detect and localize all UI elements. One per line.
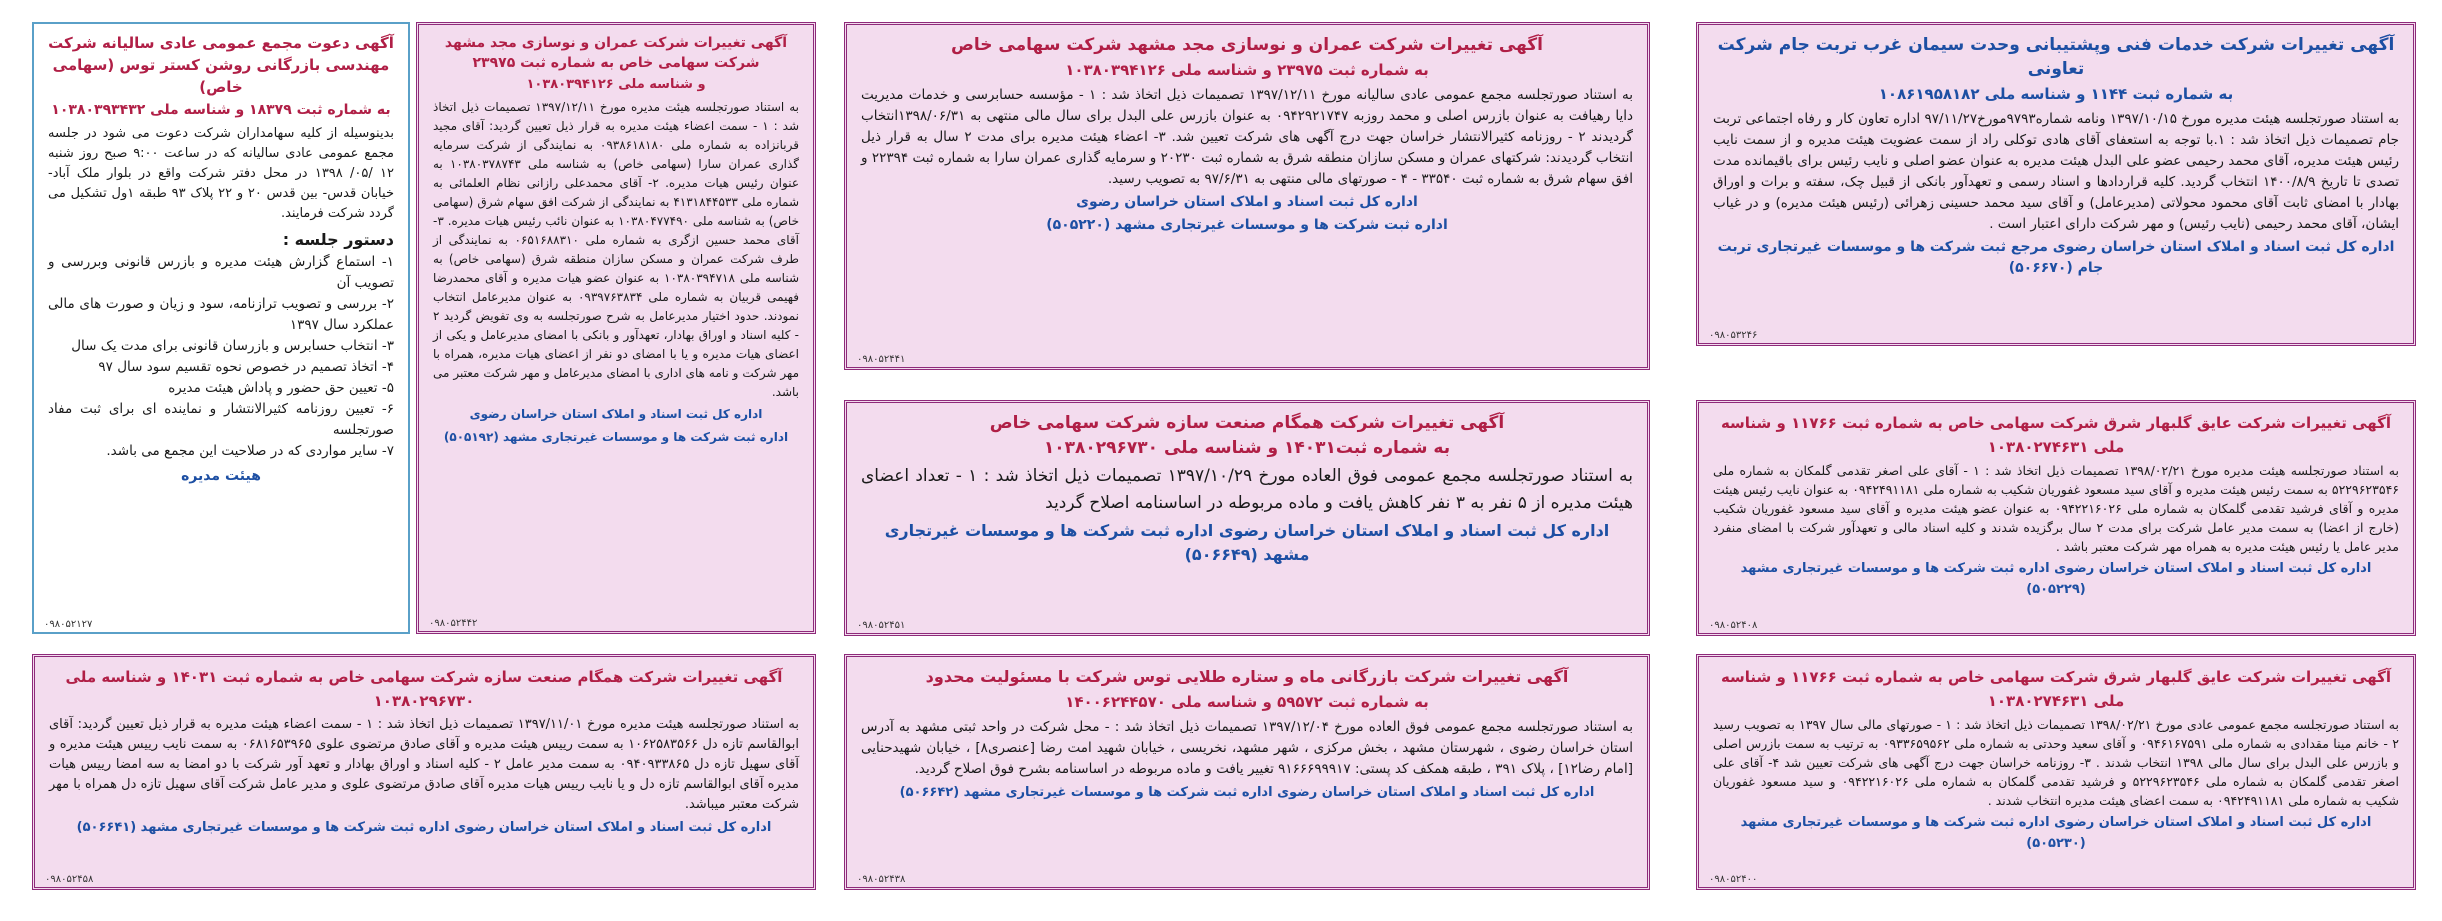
agenda-item: ۴- اتخاذ تصمیم در خصوص نحوه تقسیم سود سال ۹۷ — [98, 359, 394, 375]
notice-code: ۰۹۸۰۵۲۴۴۱ — [857, 354, 906, 365]
notice-code: ۰۹۸۰۵۲۴۵۸ — [45, 874, 94, 885]
agenda-item: ۶- تعیین روزنامه کثیرالانتشار و نماینده ای برای ثبت مفاد صورتجلسه — [48, 401, 394, 438]
notice-ayegh-golbahar-board — [1696, 400, 2416, 636]
notice-footer: اداره کل ثبت اسناد و املاک استان خراسان رضوی مرجع ثبت شرکت ها و موسسات غیرتجاری تربت جام (۵۰۶۶۷۰) — [1717, 239, 2395, 276]
notice-code: ۰۹۸۰۵۲۴۵۱ — [857, 620, 906, 631]
notice-footer: اداره کل ثبت اسناد و املاک استان خراسان رضوی اداره ثبت شرکت ها و موسسات غیرتجاری مشهد (۵۰۵۲۲۹) — [1740, 561, 2372, 597]
notice-code: ۰۹۸۰۵۲۱۲۷ — [44, 619, 93, 630]
agenda-item: ۵- تعیین حق حضور و پاداش هیئت مدیره — [168, 380, 394, 396]
agenda-item: ۷- سایر مواردی که در صلاحیت این مجمع می باشد. — [106, 443, 394, 459]
notice-title: آگهی تغییرات شرکت عمران و نوسازی مجد مشهد شرکت سهامی خاص به شماره ثبت ۲۳۹۷۵ — [444, 35, 788, 71]
notice-footer: اداره کل ثبت اسناد و املاک استان خراسان رضوی اداره ثبت شرکت ها و موسسات غیرتجاری مشهد (۵۰۶۶۴۲) — [899, 785, 1595, 800]
notice-subtitle: به شماره ثبت ۵۹۵۷۲ و شناسه ملی ۱۴۰۰۶۲۴۴۵۷۰ — [1065, 693, 1429, 711]
notice-title: آگهی تغییرات شرکت عمران و نوسازی مجد مشهد شرکت سهامی خاص — [950, 35, 1544, 55]
notice-footer: اداره کل ثبت اسناد و املاک استان خراسان رضوی اداره ثبت شرکت ها و موسسات غیرتجاری مشهد (۵۰۵۲۳۰) — [1740, 815, 2372, 851]
notice-body: به استناد صورتجلسه هیئت مدیره مورخ ۱۳۹۷/۱۲/۱۱ تصمیمات ذیل اتخاذ شد : ۱ - سمت اعضاء هیئت مدیره به قرار ذیل تعیین گردید: آقای مجید قربانزاده به شماره ملی ۰۹۳۸۶۱۸۱۸۰ به نمایندگی از شرکت سرمایه گذاری عمران سارا (سهامی خاص) به شناسه ملی ۱۰۳۸۰۳۷۸۷۴۳ به عنوان رئیس هیات مدیره. ۲- آقای محمدعلی رازانی نظام العلمائی به شماره ملی ۴۱۳۱۸۴۴۵۳۳ به نمایندگی از شرکت افق سهام شرق (سهامی خاص) به شناسه ملی ۱۰۳۸۰۴۷۷۴۹۰ به عنوان نائب رئیس هیات مدیره. ۳- آقای محمد حسین ازگری به شماره ملی ۰۶۵۱۶۸۸۳۱۰ به نمایندگی از طرف شرکت عمران و مسکن سازان منطقه شرق (سهامی خاص) به شناسه ملی ۱۰۳۸۰۳۹۴۷۱۸ به عنوان عضو هیات مدیره و آقای محمدرضا فهیمی قربیان به شماره ملی ۰۹۳۹۷۶۳۸۳۴ به عنوان مدیرعامل انتخاب نمودند. حدود اختیار مدیرعامل به شرح صورتجلسه به وی تفویض گردید ۲ - کلیه اسناد و اوراق بهادار، تعهدآور و بانکی با امضای مدیرعامل و یکی از اعضای هیات مدیره و یا با امضای دو نفر از اعضای هیات مدیره، همراه با مهر شرکت و نامه های اداری با امضای مدیرعامل و مهر شرکت معتبر می باشد. — [433, 100, 800, 399]
notice-code: ۰۹۸۰۵۲۴۰۰ — [1709, 874, 1758, 885]
notice-majd-mashhad-board — [416, 22, 816, 634]
notice-body: به استناد صورتجلسه مجمع عمومی فوق العاده مورخ ۱۳۹۷/۱۲/۰۴ تصمیمات ذیل اتخاذ شد : - محل شرکت در واحد ثبتی مشهد به آدرس استان خراسان رضوی ، شهرستان مشهد ، بخش مرکزی ، شهر مشهد، نخریسی ، خیابان شهید امت رضا [عنصری۸] ، خیابان شهیدحنایی [امام رضا۱۲] ، پلاک ۳۹۱ ، طبقه همکف کد پستی: ۹۱۶۶۶۹۹۹۱۷ تغییر یافت و ماده مربوطه در اساسنامه بشرح فوق اصلاح گردید. — [861, 719, 1634, 777]
agenda-title: دستور جلسه : — [282, 230, 394, 249]
notice-subtitle: به شماره ثبت ۱۱۴۴ و شناسه ملی ۱۰۸۶۱۹۵۸۱۸۲ — [1878, 85, 2234, 103]
notice-body: به استناد صورتجلسه هیئت مدیره مورخ ۱۳۹۸/۰۲/۲۱ تصمیمات ذیل اتخاذ شد : ۱ - آقای علی اصغر تقدمی گلمکان به شماره ملی ۵۲۲۹۶۲۳۵۴۶ به سمت رئیس هیئت مدیره و آقای سید مسعود غفوریان شکیب به شماره ملی ۰۹۴۲۴۹۱۱۸۱ به عنوان نایب رئیس هیئت مدیره و آقای فرشید تقدمی گلمکان به شماره ملی ۰۹۴۲۲۱۶۰۲۶ به عنوان عضو هیئت مدیره و آقای سید مسعود غفوریان شکیب (خارج از اعضا) به سمت مدیر عامل شرکت برای مدت ۲ سال برگزیده شدند و کلیه اسناد مالی و تعهدآور شرکت با امضای منفرد مدیر عامل یا رئیس هیئت مدیره به همراه مهر شرکت معتبر باشد . — [1713, 463, 2400, 554]
agenda-item: ۱- استماع گزارش هیئت مدیره و بازرس قانونی وبررسی و تصویب آن — [48, 254, 394, 291]
notice-hamgam-sanat-board — [32, 654, 816, 890]
agenda-list — [48, 252, 394, 462]
notice-hamgam-sanat-assembly — [844, 400, 1650, 636]
notice-footer-2: اداره ثبت شرکت ها و موسسات غیرتجاری مشهد (۵۰۵۱۹۲) — [443, 430, 789, 444]
notice-body: به استناد صورتجلسه مجمع عمومی فوق العاده مورخ ۱۳۹۷/۱۰/۲۹ تصمیمات ذیل اتخاذ شد : ۱ - تعداد اعضای هیئت مدیره از ۵ نفر به ۳ نفر کاهش یافت و ماده مربوطه در اساسنامه اصلاح گردید — [861, 466, 1633, 513]
notice-code: ۰۹۸۰۵۲۴۴۲ — [429, 618, 478, 629]
board-signature: هیئت مدیره — [181, 468, 261, 484]
notice-body: به استناد صورتجلسه مجمع عمومی عادی سالیانه مورخ ۱۳۹۷/۱۲/۱۱ تصمیمات ذیل اتخاذ شد : ۱ - مؤسسه حسابرسی و خدمات مدیریت دایا رهیافت به عنوان بازرس اصلی و محمد روزبه ۰۹۴۲۹۲۱۷۴۷ به عنوان بازرس علی البدل برای سال مالی منتهی به ۱۳۹۸/۰۶/۳۱انتخاب گردیدند ۲ - روزنامه کثیرالانتشار خراسان جهت درج آگهی های شرکت تعیین شد. ۳- اعضاء هیئت مدیره برای مدت ۲ سال به قرار ذیل انتخاب گردیدند: شرکتهای عمران و مسکن سازان منطقه شرق به شماره ثبت ۲۰۲۳۰ و سرمایه گذاری عمران سارا به شماره ثبت ۲۲۳۹۴ و افق سهام شرق به شماره ثبت ۳۳۵۴۰ - ۴ - صورتهای مالی منتهی به ۹۷/۶/۳۱ به تصویب رسید. — [861, 87, 1634, 187]
notice-subtitle: به شماره ثبت ۱۸۳۷۹ و شناسه ملی ۱۰۳۸۰۳۹۳۴۳۲ — [51, 102, 391, 118]
notice-ayegh-golbahar-assembly — [1696, 654, 2416, 890]
notice-title: آگهی تغییرات شرکت خدمات فنی وپشتیبانی وحدت سیمان غرب تربت جام شرکت تعاونی — [1717, 35, 2395, 79]
invitation-body: بدینوسیله از کلیه سهامداران شرکت دعوت می شود در جلسه مجمع عمومی عادی سالیانه که در ساعت ۹:۰۰ صبح روز شنبه ۱۲ /۰۵/ ۱۳۹۸ در محل دفتر شرکت واقع در بلوار ملک آباد- خیابان قدس- بین قدس ۲۰ و ۲۲ پلاک ۹۳ طبقه ۱ول تشکیل می گردد شرکت فرمایند. — [48, 126, 394, 221]
notice-code: ۰۹۸۰۵۲۴۰۸ — [1709, 620, 1758, 631]
notice-footer-1: اداره کل ثبت اسناد و املاک استان خراسان رضوی — [1076, 194, 1418, 210]
notice-title: آگهی تغییرات شرکت همگام صنعت سازه شرکت سهامی خاص به شماره ثبت ۱۴۰۳۱ و شناسه ملی ۱۰۳۸۰۲۹۶۷۳۰ — [65, 668, 783, 710]
agenda-item: ۳- انتخاب حسابرس و بازرسان قانونی برای مدت یک سال — [71, 338, 394, 354]
notice-footer: اداره کل ثبت اسناد و املاک استان خراسان رضوی اداره ثبت شرکت ها و موسسات غیرتجاری مشهد (۵۰۶۶۴۱) — [76, 820, 772, 835]
notice-title: آگهی تغییرات شرکت همگام صنعت سازه شرکت سهامی خاص — [989, 413, 1505, 433]
notice-vahdat-siman — [1696, 22, 2416, 346]
notice-mah-setareh-address — [844, 654, 1650, 890]
notice-code: ۰۹۸۰۵۳۲۴۶ — [1709, 330, 1758, 341]
notice-title: آگهی تغییرات شرکت عایق گلبهار شرق شرکت سهامی خاص به شماره ثبت ۱۱۷۶۶ و شناسه ملی ۱۰۳۸۰۲۷۴۶۳۱ — [1720, 414, 2392, 456]
notice-body: به استناد صورتجلسه هیئت مدیره مورخ ۱۳۹۷/۱۱/۰۱ تصمیمات ذیل اتخاذ شد : ۱ - سمت اعضاء هیئت مدیره به قرار ذیل تعیین گردید: آقای ابوالقاسم تازه دل ۱۰۶۲۵۸۳۵۶۶ به سمت رییس هیئت مدیره و آقای صادق مرتضوی علوی ۰۶۸۱۶۵۳۹۶۵ به سمت نایب رییس هیئت مدیره و آقای سهیل تازه دل ۰۹۴۰۹۳۳۸۶۵ به سمت مدیر عامل ۲ - کلیه اسناد و اوراق بهادار و تعهد آور شرکت با دو امضا به سه امضا رییس هیات مدیره آقای ابوالقاسم تازه دل و یا نایب رییس هیات مدیره آقای صادق مرتضوی علوی و مدیر عامل شرکت آقای سهیل تازه دل همراه با مهر شرکت معتبر میباشد. — [49, 717, 800, 812]
notice-body: به استناد صورتجلسه مجمع عمومی عادی مورخ ۱۳۹۸/۰۲/۲۱ تصمیمات ذیل اتخاذ شد : ۱ - صورتهای مالی سال ۱۳۹۷ به تصویب رسید ۲ - خانم مینا مقدادی به شماره ملی ۰۹۴۶۱۶۷۵۹۱ و آقای سعید وحدتی به شماره ملی ۰۹۳۳۶۵۹۵۶۲ به ترتیب به سمت بازرس اصلی و بازرس علی البدل برای سال مالی ۱۳۹۸ انتخاب شدند . ۳- روزنامه خراسان جهت درج آگهی های شرکت تعیین شد ۴- آقای علی اصغر تقدمی گلمکان به شماره ملی ۵۲۲۹۶۲۳۵۴۶ و فرشید تقدمی گلمکان به شماره ملی ۰۹۴۲۲۱۶۰۲۶ و سید مسعود غفوریان شکیب به شماره ملی ۰۹۴۲۴۹۱۱۸۱ به سمت اعضای هیئت مدیره انتخاب شدند . — [1713, 717, 2400, 808]
notice-title: آگهی تغییرات شرکت بازرگانی ماه و ستاره طلایی توس شرکت با مسئولیت محدود — [925, 667, 1569, 686]
notice-body: به استناد صورتجلسه هیئت مدیره مورخ ۱۳۹۷/۱۰/۱۵ ونامه شماره۹۷۹۳مورخ۹۷/۱۱/۲۷ اداره تعاون کار و رفاه اجتماعی تربت جام تصمیمات ذیل اتخاذ شد : ۱.با توجه به استعفای آقای هادی توکلی راد از سمت عضویت هیئت مدیره و از سمت نایب رئیس هیئت مدیره، آقای محمد رحیمی عضو علی البدل هیئت مدیره به عنوان عضو اصلی و نایب رئیس برای باقیمانده مدت تصدی تا تاریخ ۱۴۰۰/۸/۹ انتخاب گردید. کلیه قراردادها و اسناد رسمی و تعهدآور بانکی از قبیل چک، سفته و برات و اوراق بهادار با امضای ثابت آقای محمود محولاتی (مدیرعامل) و آقای سید محمد حسینی زهرائی (رئیس هیئت مدیره) و در غیاب ایشان، آقای محمد رحیمی (نایب رئیس) و مهر شرکت دارای اعتبار است . — [1713, 111, 2400, 232]
notice-code: ۰۹۸۰۵۲۴۳۸ — [857, 874, 906, 885]
notice-roshan-gostar-invitation — [32, 22, 410, 634]
notice-subtitle: به شماره ثبت۱۴۰۳۱ و شناسه ملی ۱۰۳۸۰۲۹۶۷۳۰ — [1043, 438, 1451, 458]
notice-subtitle: و شناسه ملی ۱۰۳۸۰۳۹۴۱۲۶ — [526, 77, 706, 92]
agenda-item: ۲- بررسی و تصویب ترازنامه، سود و زیان و صورت های مالی عملکرد سال ۱۳۹۷ — [48, 296, 394, 333]
notice-title: آگهی دعوت مجمع عمومی عادی سالیانه شرکت مهندسی بازرگانی روشن کستر توس (سهامی خاص) — [48, 34, 394, 96]
notice-subtitle: به شماره ثبت ۲۳۹۷۵ و شناسه ملی ۱۰۳۸۰۳۹۴۱۲۶ — [1065, 61, 1429, 79]
notice-footer-2: اداره ثبت شرکت ها و موسسات غیرتجاری مشهد (۵۰۵۲۲۰) — [1046, 217, 1448, 233]
notice-footer-1: اداره کل ثبت اسناد و املاک استان خراسان رضوی — [469, 407, 763, 421]
notice-title: آگهی تغییرات شرکت عایق گلبهار شرق شرکت سهامی خاص به شماره ثبت ۱۱۷۶۶ و شناسه ملی ۱۰۳۸۰۲۷۴۶۳۱ — [1720, 668, 2392, 710]
notice-majd-mashhad-assembly — [844, 22, 1650, 370]
notice-footer: اداره کل ثبت اسناد و املاک استان خراسان رضوی اداره ثبت شرکت ها و موسسات غیرتجاری مشهد (۵۰۶۶۴۹) — [884, 521, 1610, 564]
